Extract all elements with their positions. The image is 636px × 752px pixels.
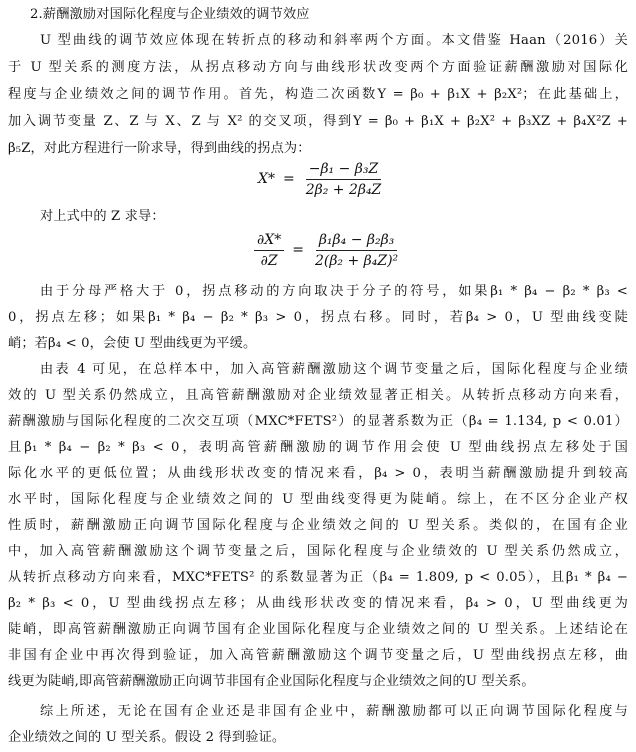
paragraph-4-line-6: 水平时，国际化程度与企业绩效之间的 U 型曲线变得更为陡峭。综上，在不区分企业产权: [8, 492, 628, 507]
paragraph-5-line-1: 综上所述，无论在国有企业还是非国有企业中，薪酬激励都可以正向调节国际化程度与: [40, 704, 628, 719]
paragraph-4-line-11: 陡峭，即高管薪酬激励正向调节国有企业国际化程度与企业绩效之间的 U 型关系。上述结论在: [8, 622, 628, 637]
formula-2-numerator: β₁β₄ − β₂β₃: [316, 232, 397, 251]
paragraph-4-line-3: 薪酬激励与国际化程度的二次交互项（MXC*FETS²）的显著系数为正（β₄ = 1.134, p < 0.01）: [8, 414, 628, 429]
paragraph-1-line-5: β₅Z，对此方程进行一阶求导，得到曲线的拐点为：: [8, 141, 311, 156]
paragraph-4-line-7: 性质时，薪酬激励正向调节国际化程度与企业绩效之间的 U 型关系。类似的，在国有企业: [8, 518, 628, 533]
paragraph-3-line-3: 峭；若β₄ < 0，会使 U 型曲线更为平缓。: [8, 336, 257, 351]
formula-1-lhs: X*: [258, 171, 275, 187]
paragraph-4-line-1: 由表 4 可见，在总样本中，加入高管薪酬激励这个调节变量之后，国际化程度与企业绩: [40, 362, 628, 377]
paragraph-4-line-8: 中，加入高管薪酬激励这个调节变量之后，国际化程度与企业绩效的 U 型关系仍然成立，: [8, 544, 628, 559]
paragraph-4-line-4: 且β₁ * β₄ − β₂ * β₃ < 0，表明高管薪酬激励的调节作用会使 U 型曲线拐点左移处于国: [8, 440, 628, 455]
formula-2-lhs-numerator: ∂X*: [254, 232, 284, 251]
section-title: 2.薪酬激励对国际化程度与企业绩效的调节效应: [30, 7, 310, 22]
formula-1-fraction: [303, 161, 385, 198]
paragraph-4-line-5: 际化水平的更低位置；从曲线形状改变的情况来看，β₄ > 0，表明当薪酬激励提升到较高: [8, 466, 628, 481]
formula-2-equals: =: [292, 242, 304, 258]
paragraph-4-line-9: 从转折点移动方向来看，MXC*FETS² 的系数显著为正（β₄ = 1.809, p < 0.05），且β₁ * β₄ −: [8, 570, 628, 585]
formula-2-fraction: [312, 232, 401, 269]
paragraph-1-line-4: 加入调节变量 Z、Z 与 X、Z 与 X² 的交叉项，得到Y = β₀ + β₁X + β₂X² + β₃XZ + β₄X²Z +: [8, 114, 628, 129]
paragraph-1-line-3: 程度与企业绩效之间的调节作用。首先，构造二次函数Y = β₀ + β₁X + β₂X²；在此基础上，: [8, 87, 628, 102]
paragraph-3-line-2: 0，拐点左移；如果β₁ * β₄ − β₂ * β₃ > 0，拐点右移。同时，若β₄ > 0，U 型曲线变陡: [8, 310, 628, 325]
paragraph-5-line-2: 企业绩效之间的 U 型关系。假设 2 得到验证。: [8, 730, 286, 745]
derivative-formula: [250, 228, 405, 272]
paragraph-1-line-1: U 型曲线的调节效应体现在转折点的移动和斜率两个方面。本文借鉴 Haan（2016）关: [40, 33, 628, 48]
formula-2-lhs-fraction: [254, 232, 284, 269]
paragraph-1-line-2: 于 U 型关系的测度方法，从拐点移动方向与曲线形状改变两个方面验证薪酬激励对国际化: [8, 60, 628, 75]
formula-1-numerator: −β₁ − β₃Z: [306, 161, 382, 180]
formula-2-lhs-denominator: ∂Z: [260, 252, 278, 269]
formula-2-denominator: 2(β₂ + β₄Z)²: [314, 252, 399, 269]
paragraph-4-line-12: 非国有企业中再次得到验证，加入高管薪酬激励这个调节变量之后，U 型曲线拐点左移，曲: [8, 648, 628, 663]
formula-1-denominator: 2β₂ + 2β₄Z: [305, 181, 382, 198]
paragraph-4-line-10: β₂ * β₃ < 0，U 型曲线拐点左移；从曲线形状改变的情况来看，β₄ > 0，U 型曲线更为: [8, 596, 628, 611]
paragraph-4-line-2: 效的 U 型关系仍然成立，且高管薪酬激励对企业绩效显著正相关。从转折点移动方向来看，: [8, 388, 628, 403]
paragraph-2-line-1: 对上式中的 Z 求导：: [40, 209, 165, 224]
formula-1-equals: =: [282, 171, 295, 187]
paragraph-3-line-1: 由于分母严格大于 0，拐点移动的方向取决于分子的符号，如果β₁ * β₄ − β₂ * β₃ <: [40, 284, 628, 299]
turning-point-formula: [258, 158, 388, 200]
paragraph-4-line-13: 线更为陡峭,即高管薪酬激励正向调节非国有企业国际化程度与企业绩效之间的U 型关系。: [8, 674, 535, 689]
